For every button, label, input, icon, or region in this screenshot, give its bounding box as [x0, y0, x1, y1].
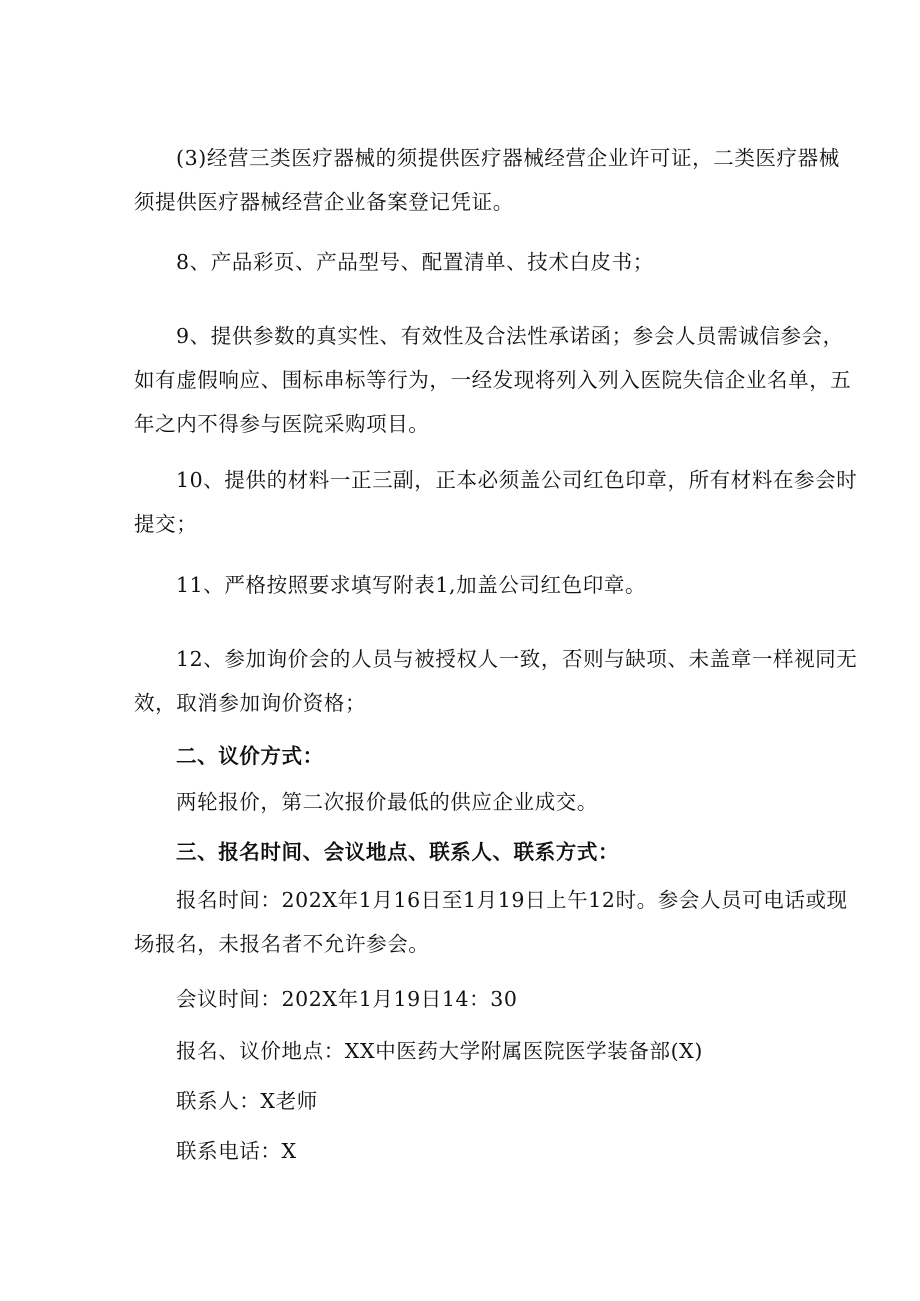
section-2-body: 两轮报价，第二次报价最低的供应企业成交。	[176, 790, 598, 814]
paragraph-item-8: 8、产品彩页、产品型号、配置清单、技术白皮书；	[176, 250, 654, 274]
contact-person: 联系人：X老师	[176, 1089, 318, 1113]
meeting-time: 会议时间：202X年1月19日14：30	[176, 987, 518, 1011]
paragraph-item-10: 10、提供的材料一正三副，正本必须盖公司红色印章，所有材料在参会时提交；	[134, 468, 858, 536]
paragraph-item-9: 9、提供参数的真实性、有效性及合法性承诺函；参会人员需诚信参会，如有虚假响应、围标串标等行为，一经发现将列入列入医院失信企业名单，五年之内不得参与医院采购项目。	[134, 324, 852, 436]
contact-phone: 联系电话：X	[176, 1139, 297, 1163]
paragraph-item-11: 11、严格按照要求填写附表1,加盖公司红色印章。	[176, 573, 647, 597]
section-2-heading: 二、议价方式：	[176, 744, 324, 768]
section-3-heading: 三、报名时间、会议地点、联系人、联系方式：	[176, 840, 620, 864]
paragraph-item-12: 12、参加询价会的人员与被授权人一致，否则与缺项、未盖章一样视同无效，取消参加询价资格；	[134, 647, 858, 715]
paragraph-item-3: (3)经营三类医疗器械的须提供医疗器械经营企业许可证，二类医疗器械须提供医疗器械经营企业备案登记凭证。	[134, 146, 840, 214]
registration-time: 报名时间：202X年1月16日至1月19日上午12时。参会人员可电话或现场报名，未报名者不允许参会。	[134, 888, 848, 956]
meeting-location: 报名、议价地点：XX中医药大学附属医院医学装备部(X)	[176, 1039, 703, 1063]
